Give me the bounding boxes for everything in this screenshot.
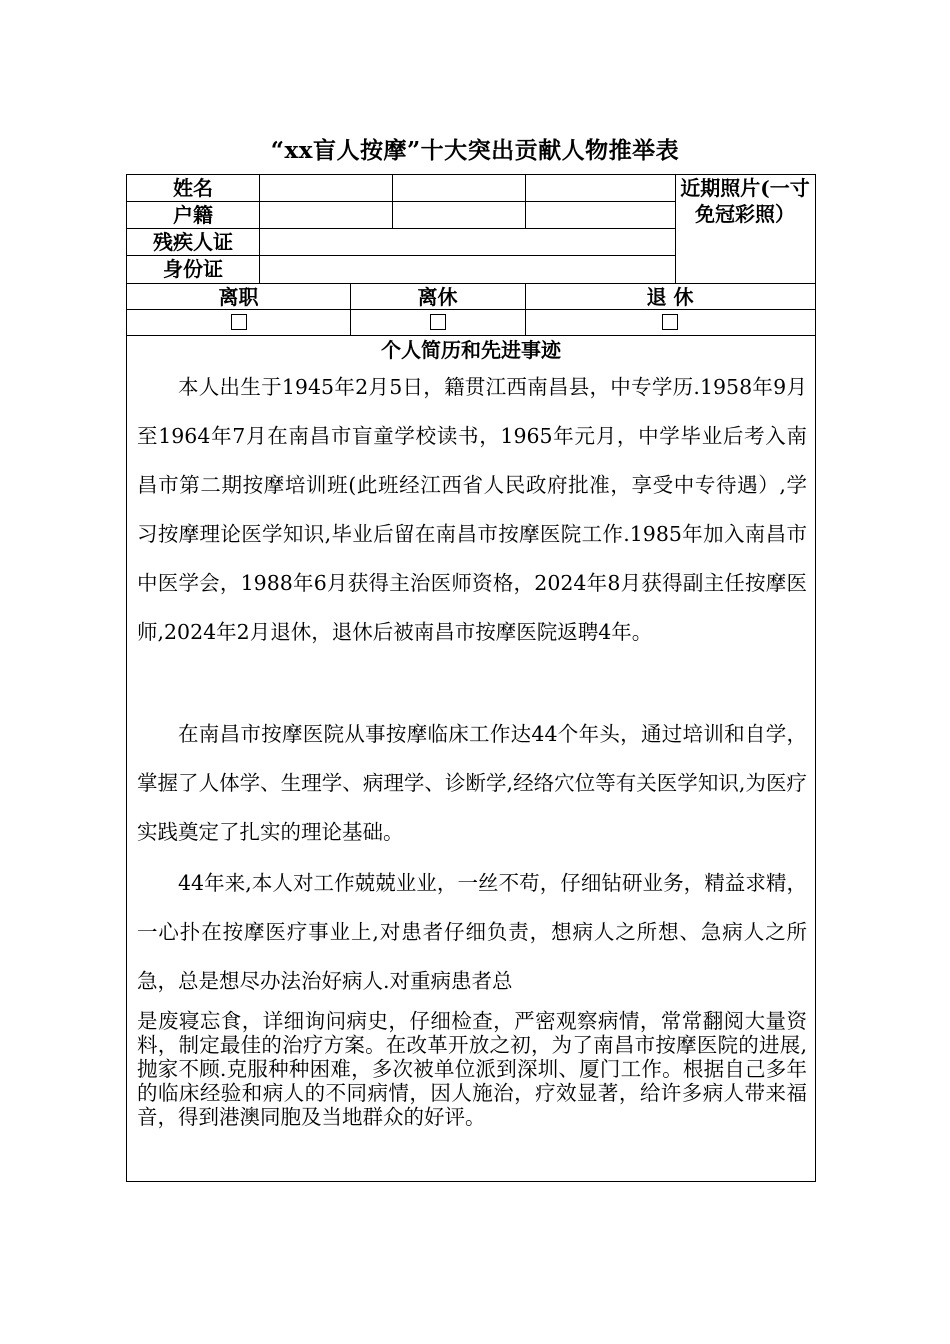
column-divider: [259, 175, 260, 283]
id-card-label: 身份证: [163, 257, 223, 281]
dedication-paragraph: 44年来,本人对工作兢兢业业，一丝不苟，仔细钻研业务，精益求精，一心扑在按摩医疗事业上,对患者仔细负责，想病人之所想、急病人之所急，总是想尽办法治好病人.对重病患者总: [137, 871, 807, 993]
biography-paragraph: 本人出生于1945年2月5日，籍贯江西南昌县，中专学历.1958年9月至1964年7月在南昌市盲童学校读书，1965年元月，中学毕业后考入南昌市第二期按摩培训班(此班经江西省人民政府批准，享受中专待遇）,学习按摩理论医学知识,毕业后留在南昌市按摩医院工作.1985年加入南昌市中医学会，1988年6月获得主治医师资格，2024年8月获得副主任按摩医师,2024年2月退休，退休后被南昌市按摩医院返聘4年。: [137, 375, 807, 644]
page-title: “xx盲人按摩”十大突出贡献人物推举表: [270, 137, 680, 164]
status-resigned-label: 离职: [218, 285, 259, 309]
name-label: 姓名: [173, 176, 213, 200]
section-title: 个人简历和先进事迹: [381, 338, 561, 362]
disability-cert-label: 残疾人证: [153, 230, 233, 254]
household-label: 户籍: [173, 203, 213, 227]
row-divider: [127, 335, 815, 336]
column-divider: [392, 175, 393, 228]
status-retired-label: 退 休: [646, 285, 694, 309]
column-divider: [525, 175, 526, 228]
photo-placeholder: 近期照片(一寸免冠彩照）: [680, 176, 810, 226]
achievement-paragraph: 是废寝忘食，详细询问病史，仔细检查，严密观察病情，常常翻阅大量资料，制定最佳的治疗方案。在改革开放之初，为了南昌市按摩医院的进展,抛家不顾.克服种种困难，多次被单位派到深圳、厦门工作。根据自己多年的临床经验和病人的不同病情，因人施治，疗效显著，给许多病人带来福音，得到港澳同胞及当地群众的好评。: [137, 1009, 807, 1129]
status-retired-cadre-label: 离休: [417, 285, 458, 309]
resigned-checkbox[interactable]: [231, 314, 247, 330]
experience-paragraph: 在南昌市按摩医院从事按摩临床工作达44个年头，通过培训和自学，掌握了人体学、生理学、病理学、诊断学,经络穴位等有关医学知识,为医疗实践奠定了扎实的理论基础。: [137, 722, 807, 844]
nomination-form-table: [126, 174, 816, 1182]
retired-checkbox[interactable]: [662, 314, 678, 330]
retired-cadre-checkbox[interactable]: [430, 314, 446, 330]
